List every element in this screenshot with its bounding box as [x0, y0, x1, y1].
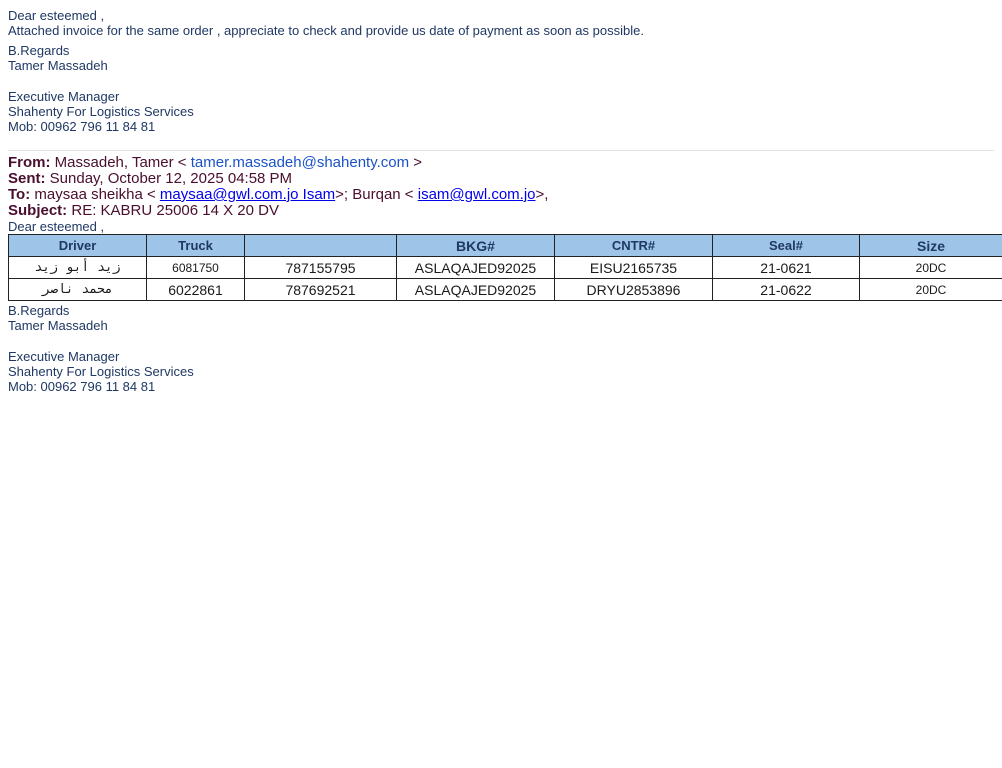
to-mid: >; Burqan < — [335, 186, 414, 203]
cell-bkg: ASLAQAJED92025 — [397, 257, 555, 279]
cell-number: 787692521 — [245, 279, 397, 301]
header-size: Size — [860, 235, 1002, 257]
sent-row — [8, 171, 548, 187]
cell-driver: زيد أبو زيد — [9, 257, 147, 279]
signature-mobile: Mob: 00962 796 11 84 81 — [8, 379, 156, 394]
cell-truck: 6022861 — [147, 279, 245, 301]
signature-title: Executive Manager — [8, 349, 120, 364]
signature-company: Shahenty For Logistics Services — [8, 364, 194, 379]
cell-cntr: EISU2165735 — [555, 257, 713, 279]
cell-seal: 21-0621 — [713, 257, 860, 279]
cell-size: 20DC — [860, 279, 1002, 301]
intro-message — [8, 8, 644, 38]
cell-bkg: ASLAQAJED92025 — [397, 279, 555, 301]
from-name: Massadeh, Tamer < — [54, 154, 187, 171]
table-row — [9, 279, 1002, 301]
quote-separator — [8, 150, 994, 151]
cell-seal: 21-0622 — [713, 279, 860, 301]
subject-value: RE: KABRU 25006 14 X 20 DV — [71, 202, 279, 219]
signature-title: Executive Manager — [8, 89, 120, 104]
sent-value: Sunday, October 12, 2025 04:58 PM — [49, 170, 293, 187]
to-email-link-1[interactable]: maysaa@gwl.com.jo Isam — [159, 186, 336, 203]
to-close: >, — [535, 186, 549, 203]
header-truck: Truck — [147, 235, 245, 257]
signature-name: Tamer Massadeh — [8, 318, 108, 333]
signature-regards: B.Regards — [8, 43, 70, 58]
subject-row — [8, 203, 548, 219]
cell-cntr: DRYU2853896 — [555, 279, 713, 301]
from-row — [8, 155, 548, 171]
sent-label: Sent: — [8, 170, 46, 187]
signature-top — [8, 43, 194, 134]
from-label: From: — [8, 154, 51, 171]
signature-company: Shahenty For Logistics Services — [8, 104, 194, 119]
header-bkg: BKG# — [397, 235, 555, 257]
intro-text: Attached invoice for the same order , appreciate to check and provide us date of payment as soon as possible. — [8, 23, 644, 38]
header-driver: Driver — [9, 235, 147, 257]
subject-label: Subject: — [8, 202, 68, 219]
cell-truck: 6081750 — [147, 257, 245, 279]
table-row — [9, 257, 1002, 279]
body-greeting: Dear esteemed , — [8, 219, 105, 234]
to-label: To: — [8, 186, 31, 203]
to-row — [8, 187, 548, 203]
signature-regards: B.Regards — [8, 303, 70, 318]
signature-mobile: Mob: 00962 796 11 84 81 — [8, 119, 156, 134]
header-blank — [245, 235, 397, 257]
to-name-1: maysaa sheikha < — [34, 186, 156, 203]
cell-size: 20DC — [860, 257, 1002, 279]
quoted-email-header — [8, 155, 548, 219]
header-seal: Seal# — [713, 235, 860, 257]
to-email-link-2[interactable]: isam@gwl.com.jo — [417, 186, 536, 203]
intro-greeting: Dear esteemed , — [8, 8, 105, 23]
signature-bottom — [8, 303, 194, 394]
shipment-table — [8, 234, 1002, 301]
cell-number: 787155795 — [245, 257, 397, 279]
header-cntr: CNTR# — [555, 235, 713, 257]
signature-name: Tamer Massadeh — [8, 58, 108, 73]
from-email-link[interactable]: tamer.massadeh@shahenty.com — [190, 154, 410, 171]
table-header-row — [9, 235, 1002, 257]
from-close: > — [413, 154, 423, 171]
cell-driver: محمد ناصر — [9, 279, 147, 301]
